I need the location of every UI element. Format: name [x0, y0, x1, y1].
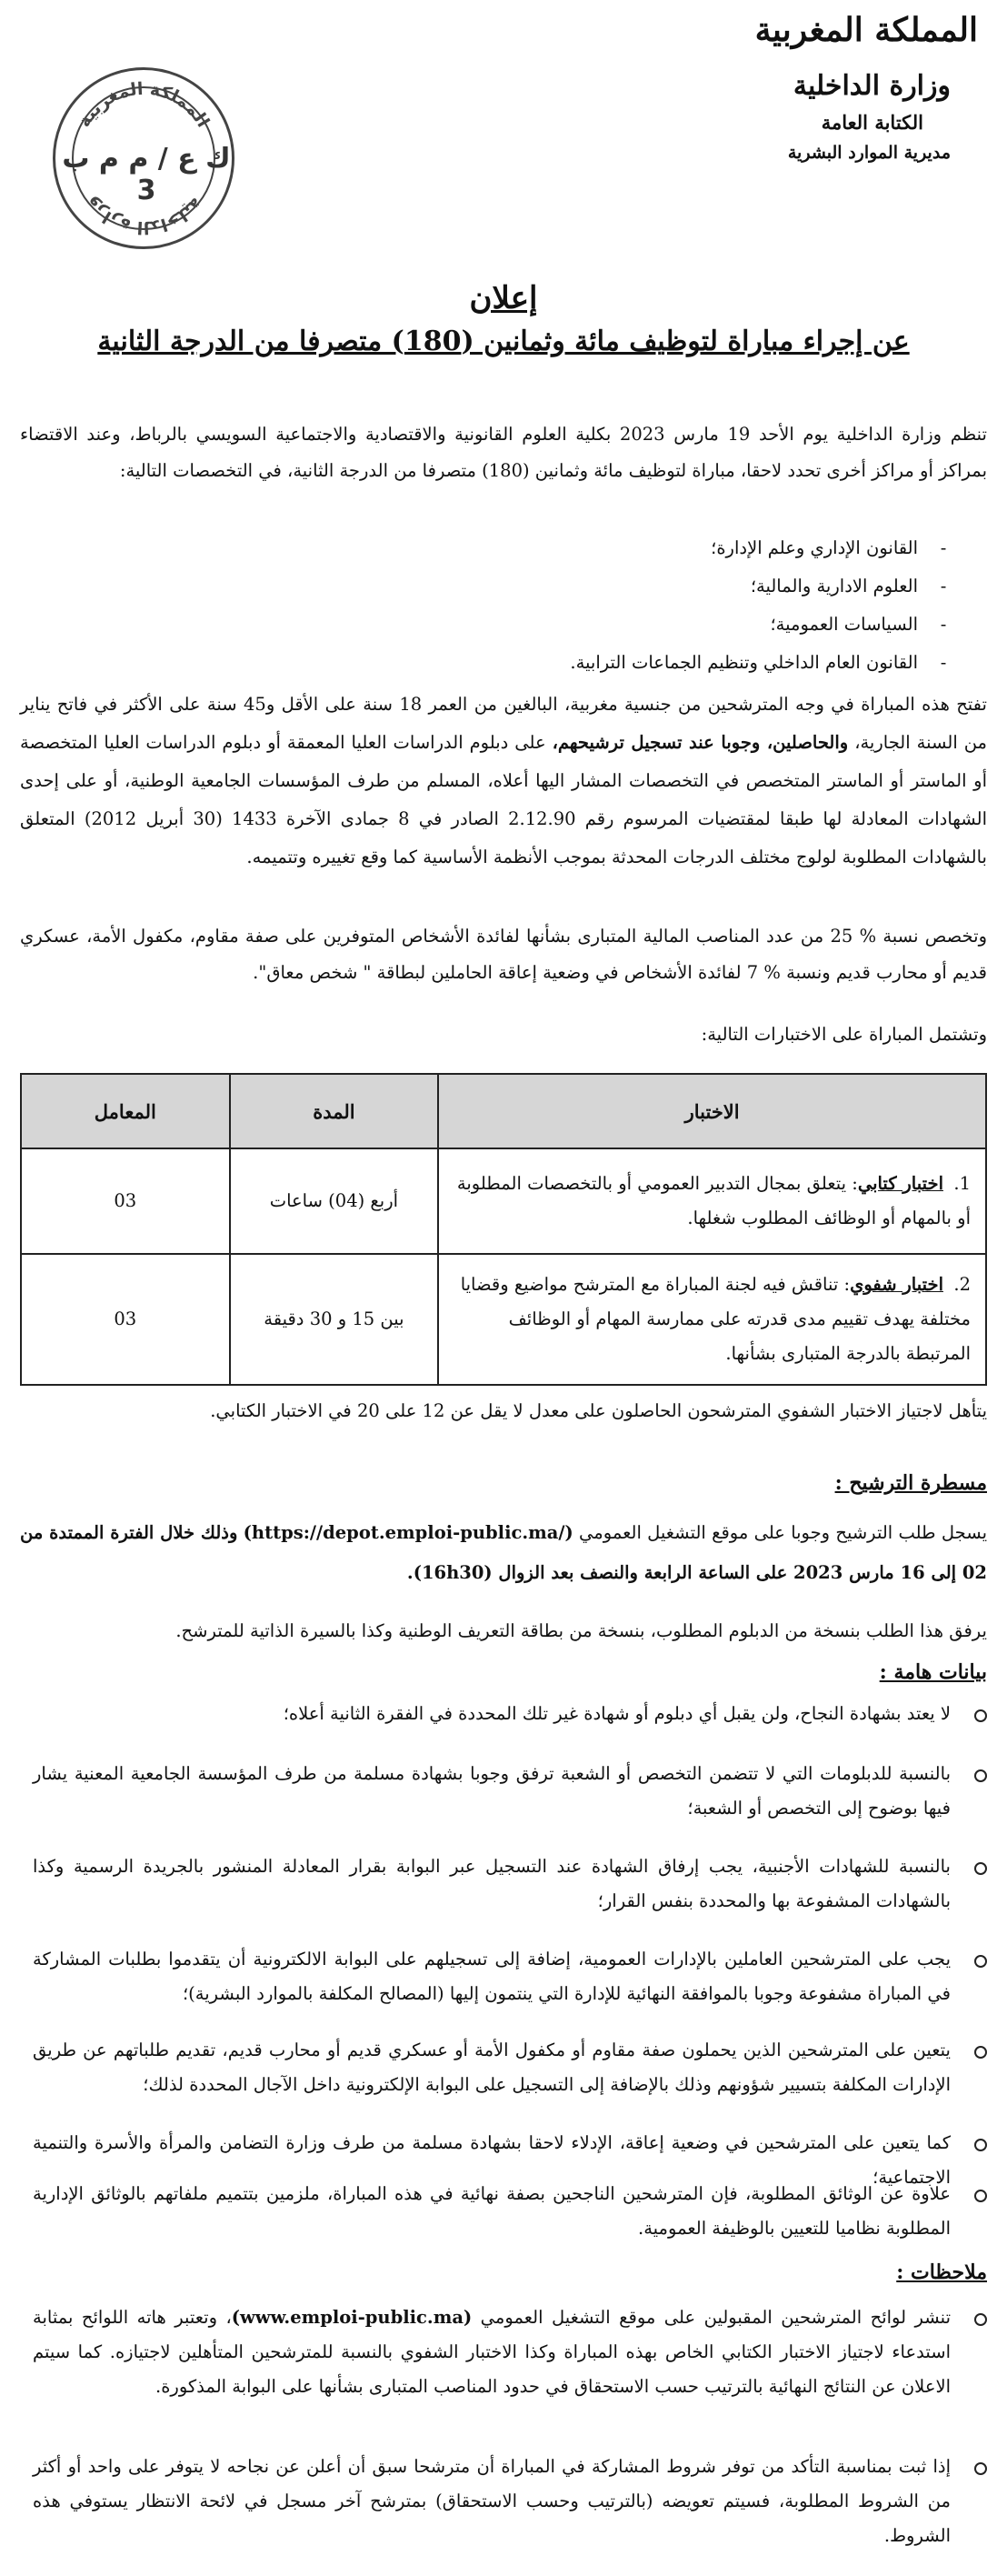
specialty-item: - القانون العام الداخلي وتنظيم الجماعات الترابية.: [351, 644, 987, 682]
remark-text: تنشر لوائح المترشحين المقبولين على موقع التشغيل العمومي: [480, 2307, 951, 2328]
important-heading: [880, 1660, 987, 1684]
announcement-subtitle: [0, 326, 1007, 357]
remark-url[interactable]: (www.emploi-public.ma): [231, 2307, 473, 2328]
list-item: [33, 1942, 987, 2011]
attachments-paragraph: يرفق هذا الطلب بنسخة من الدبلوم المطلوب، بنسخة من بطاقة التعريف الوطنية وكذا بالسيرة الذاتية للمترشح.: [175, 1620, 987, 1641]
bullet-icon: [974, 1709, 987, 1722]
ministry-name: وزارة الداخلية: [793, 70, 951, 102]
bullet-icon: [974, 2190, 987, 2202]
list-item: [33, 2300, 987, 2404]
application-url[interactable]: (https://depot.emploi-public.ma/): [243, 1522, 573, 1543]
bullet-icon: [974, 2462, 987, 2475]
exam-number: 2.: [953, 1274, 971, 1295]
list-item-text: بالنسبة للشهادات الأجنبية، يجب إرفاق الشهادة عند التسجيل عبر البوابة بقرار المعادلة المنشور بالجريدة الرسمية وكذا بالشهادات المشفوعة بها والمحددة بنفس القرار؛: [33, 1856, 951, 1911]
pass-rule: يتأهل لاجتياز الاختبار الشفوي المترشحون الحاصلون على معدل لا يقل عن 12 على 20 في الاختبار الكتابي.: [210, 1400, 987, 1421]
list-item: [33, 2177, 987, 2246]
table-header-row: [21, 1074, 986, 1148]
directorate-name: مديرية الموارد البشرية: [787, 143, 951, 163]
bullet-icon: [974, 1769, 987, 1782]
coefficient-cell: 03: [21, 1254, 230, 1385]
list-item: [33, 2450, 987, 2553]
specialty-item: - السياسات العمومية؛: [351, 606, 987, 644]
duration-cell: أربع (04) ساعات: [230, 1148, 439, 1254]
exam-cell: [438, 1148, 986, 1254]
list-item-text: لا يعتد بشهادة النجاح، ولن يقبل أي دبلوم أو شهادة غير تلك المحددة في الفقرة الثانية أعلاه؛: [283, 1703, 951, 1724]
list-item-text: علاوة عن الوثائق المطلوبة، فإن المترشحين الناجحين بصفة نهائية في هذه المباراة، ملزمين بتتميم ملفاتهم بالوثائق الإدارية المطلوبة نظاميا للتعيين بالوظيفة العمومية.: [33, 2183, 951, 2239]
exam-cell: [438, 1254, 986, 1385]
important-heading-text: بيانات هامة :: [879, 1660, 987, 1684]
bullet-icon: [974, 1862, 987, 1875]
official-stamp: [53, 67, 234, 249]
list-item: [33, 1757, 987, 1826]
procedure-heading-text: مسطرة الترشيح :: [834, 1471, 987, 1495]
exam-description: : تناقش فيه لجنة المباراة مع المترشح مواضيع وقضايا مختلفة يهدف تقييم مدى قدرته على ممارسة المهام أو الوظائف المرتبطة بالدرجة المتبارى بشأنها.: [460, 1274, 971, 1364]
remarks-heading: [896, 2260, 987, 2284]
eligibility-paragraph: [20, 686, 987, 877]
ministry-header: [714, 7, 987, 167]
table-row: [21, 1254, 986, 1385]
specialty-item: - العلوم الادارية والمالية؛: [351, 567, 987, 606]
bullet-icon: [974, 1955, 987, 1968]
secretariat-name: الكتابة العامة: [821, 111, 923, 134]
coefficient-cell: 03: [21, 1148, 230, 1254]
remarks-heading-text: ملاحظات :: [896, 2260, 987, 2284]
bullet-icon: [974, 2046, 987, 2059]
kingdom-name: المملكة المغربية: [754, 11, 978, 49]
application-text-1: يسجل طلب الترشيح وجوبا على موقع التشغيل العمومي: [579, 1522, 988, 1543]
header-exam: الاختبار: [438, 1074, 986, 1148]
exam-name: اختبار شفوي: [850, 1274, 943, 1295]
eligibility-bold: والحاصلين، وجوبا عند تسجيل ترشيحهم،: [552, 732, 849, 753]
subtitle-text: عن إجراء مباراة لتوظيف مائة وثمانين (180) متصرفا من الدرجة الثانية: [97, 326, 910, 357]
remark-text: ، وتعتبر هاته اللوائح بمثابة استدعاء لاجتياز الاختبار الكتابي الخاص بهذه المباراة وكذا الاختبار الشفوي بالنسبة للمترشحين المتأهلين لاجتيازه. كما سيتم الاعلان عن النتائج النهائية بالترتيب حسب الاستحقاق في حدود المناصب المتبارى بشأنها على البوابة المذكورة.: [33, 2307, 951, 2397]
stamp-text-top: المملكة المغربية: [74, 78, 214, 131]
announcement-title: إعلان: [469, 280, 538, 316]
exam-description: : يتعلق بمجال التدبير العمومي أو بالتخصصات المطلوبة أو بالمهام أو الوظائف المطلوب شغلها.: [456, 1173, 971, 1228]
application-paragraph: [20, 1513, 987, 1593]
remark-text: إذا ثبت بمناسبة التأكد من توفر شروط المشاركة في المباراة أن مترشحا سبق أن أعلن عن نجاحه لا يتوفر على واحد أو أكثر من الشروط المطلوبة، فسيتم تعويضه (بالترتيب وحسب الاستحقاق) بمترشح آخر مسجل في لائحة الانتظار يستوفي هذه الشروط.: [33, 2456, 951, 2546]
intro-paragraph: تنظم وزارة الداخلية يوم الأحد 19 مارس 2023 بكلية العلوم القانونية والاقتصادية والاجتماعية السويسي بالرباط، وعند الاقتضاء بمراكز أو مراكز أخرى تحدد لاحقا، مباراة لتوظيف مائة وثمانين (180) متصرفا من الدرجة الثانية، في التخصصات التالية:: [20, 424, 987, 481]
list-item-text: كما يتعين على المترشحين في وضعية إعاقة، الإدلاء لاحقا بشهادة مسلمة من طرف وزارة التضامن والمرأة والأسرة والتنمية الاجتماعية؛: [33, 2132, 951, 2188]
stamp-text-bottom: وزارة الداخلية: [80, 193, 207, 238]
eligibility-text-2: على دبلوم الدراسات العليا المعمقة أو دبلوم الدراسات العليا المتخصصة أو الماستر أو الماستر المتخصص في التخصصات المشار اليها أعلاه، المسلم من طرف المؤسسات الجامعية الوطنية، أو على إحدى الشهادات المعادلة لها طبقا لمقتضيات المرسوم رقم 2.12.90 الصادر في 8 جمادى الآخرة 1433 (30 أبريل 2012) المتعلق بالشهادات المطلوبة لولوج مختلف الدرجات المحدثة بموجب الأنظمة الأساسية كما وقع تغييره وتتميمه.: [20, 732, 988, 867]
header-duration: المدة: [230, 1074, 439, 1148]
bullet-icon: [974, 2139, 987, 2151]
header-coefficient: المعامل: [21, 1074, 230, 1148]
stamp-code: ك ع / م م ب 3: [62, 143, 231, 206]
specialties-list: [351, 529, 987, 682]
exams-table: [20, 1073, 987, 1386]
svg-text:المملكة المغربية: [75, 79, 214, 131]
application-deadline: وذلك خلال الفترة الممتدة من 02 إلى 16 مارس 2023 على الساعة الرابعة والنصف بعد الزوال (16h30).: [20, 1522, 987, 1583]
table-row: [21, 1148, 986, 1254]
list-item: [33, 1697, 987, 1731]
duration-cell: بين 15 و 30 دقيقة: [230, 1254, 439, 1385]
list-item-text: يجب على المترشحين العاملين بالإدارات العمومية، إضافة إلى تسجيلهم على البوابة الالكترونية أن يتقدموا بطلبات المشاركة في المباراة مشفوعة وجوبا بالموافقة النهائية للإدارة التي ينتمون إليها (المصالح المكلفة بالموارد البشرية)؛: [33, 1949, 951, 2004]
exam-number: 1.: [953, 1173, 971, 1194]
specialty-item: - القانون الإداري وعلم الإدارة؛: [351, 529, 987, 567]
tests-intro: وتشتمل المباراة على الاختبارات التالية:: [701, 1024, 987, 1045]
bullet-icon: [974, 2313, 987, 2326]
eligibility-text-1: تفتح هذه المباراة في وجه المترشحين من جنسية مغربية، البالغين من العمر 18 سنة على الأقل و45 سنة على الأكثر في فاتح يناير من السنة الجارية،: [20, 694, 988, 753]
list-item: [33, 1849, 987, 1919]
exam-name: اختبار كتابي: [857, 1173, 943, 1194]
list-item: [33, 2033, 987, 2102]
procedure-heading: [835, 1471, 987, 1495]
list-item-text: بالنسبة للدبلومات التي لا تتضمن التخصص أو الشعبة ترفق وجوبا بشهادة مسلمة من طرف المؤسسة الجامعية المعنية يشار فيها بوضوح إلى التخصص أو الشعبة؛: [33, 1763, 951, 1819]
list-item-text: يتعين على المترشحين الذين يحملون صفة مقاوم أو مكفول الأمة أو عسكري قديم أو محارب قديم، تقديم طلباتهم عن طريق الإدارات المكلفة بتسيير شؤونهم وذلك بالإضافة إلى التسجيل على البوابة الإلكترونية داخل الآجال المحددة لذلك؛: [33, 2040, 951, 2095]
quota-paragraph: وتخصص نسبة % 25 من عدد المناصب المالية المتبارى بشأنها لفائدة الأشخاص المتوفرين على صفة مقاوم، مكفول الأمة، عسكري قديم أو محارب قديم ونسبة % 7 لفائدة الأشخاص في وضعية إعاقة الحاملين لبطاقة " شخص معاق".: [20, 926, 987, 983]
